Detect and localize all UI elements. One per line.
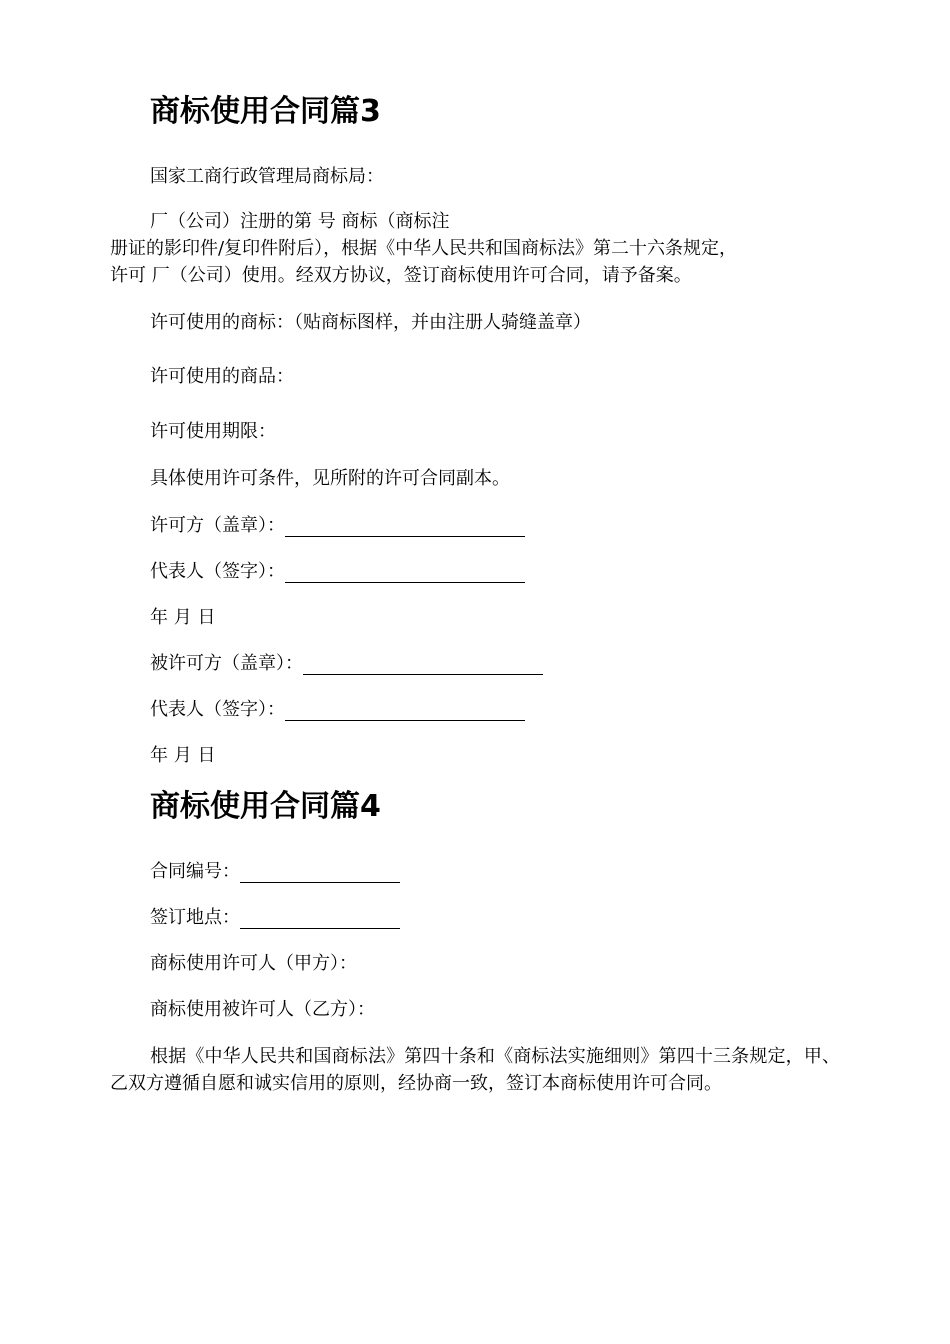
contract-number-row [150, 861, 400, 883]
representative-sign-row-2 [150, 699, 525, 721]
sign-place-row [150, 907, 400, 929]
licensee-seal-row [150, 653, 543, 675]
party-b-line: 商标使用被许可人（乙方）： [150, 999, 375, 1020]
licensor-seal-row [150, 515, 525, 537]
representative-sign-label-1: 代表人（签字）： [150, 561, 285, 582]
licensed-period-line: 许可使用期限： [150, 421, 276, 442]
date-line-1: 年 月 日 [150, 607, 216, 628]
paragraph-line-1: 厂（公司）注册的第 号 商标（商标注 [150, 211, 450, 232]
sign-place-label: 签订地点： [150, 907, 240, 928]
licensor-seal-blank [285, 518, 525, 537]
paragraph-line-2: 册证的影印件/复印件附后），根据《中华人民共和国商标法》第二十六条规定， [110, 238, 738, 259]
representative-sign-label-2: 代表人（签字）： [150, 699, 285, 720]
basis-paragraph: 根据《中华人民共和国商标法》第四十条和《商标法实施细则》第四十三条规定，甲、乙双方遵循自愿和诚实信用的原则，经协商一致，签订本商标使用许可合同。 [110, 1046, 840, 1094]
section-3-title: 商标使用合同篇3 [150, 94, 381, 129]
contract-number-label: 合同编号： [150, 861, 240, 882]
section-4-title: 商标使用合同篇4 [150, 789, 381, 824]
licensee-seal-blank [303, 656, 543, 675]
licensed-mark-line: 许可使用的商标：（贴商标图样，并由注册人骑缝盖章） [150, 312, 591, 333]
representative-sign-blank-2 [285, 702, 525, 721]
representative-sign-row-1 [150, 561, 525, 583]
party-a-line: 商标使用许可人（甲方）： [150, 953, 357, 974]
licensor-seal-label: 许可方（盖章）： [150, 515, 285, 536]
licensed-goods-line: 许可使用的商品： [150, 366, 294, 387]
paragraph-line-3: 许可 厂（公司）使用。经双方协议，签订商标使用许可合同，请予备案。 [110, 265, 692, 286]
addressee-line: 国家工商行政管理局商标局： [150, 166, 384, 187]
contract-number-blank [240, 864, 400, 883]
conditions-line: 具体使用许可条件，见所附的许可合同副本。 [150, 468, 510, 489]
sign-place-blank [240, 910, 400, 929]
representative-sign-blank-1 [285, 564, 525, 583]
licensee-seal-label: 被许可方（盖章）： [150, 653, 303, 674]
date-line-2: 年 月 日 [150, 745, 216, 766]
